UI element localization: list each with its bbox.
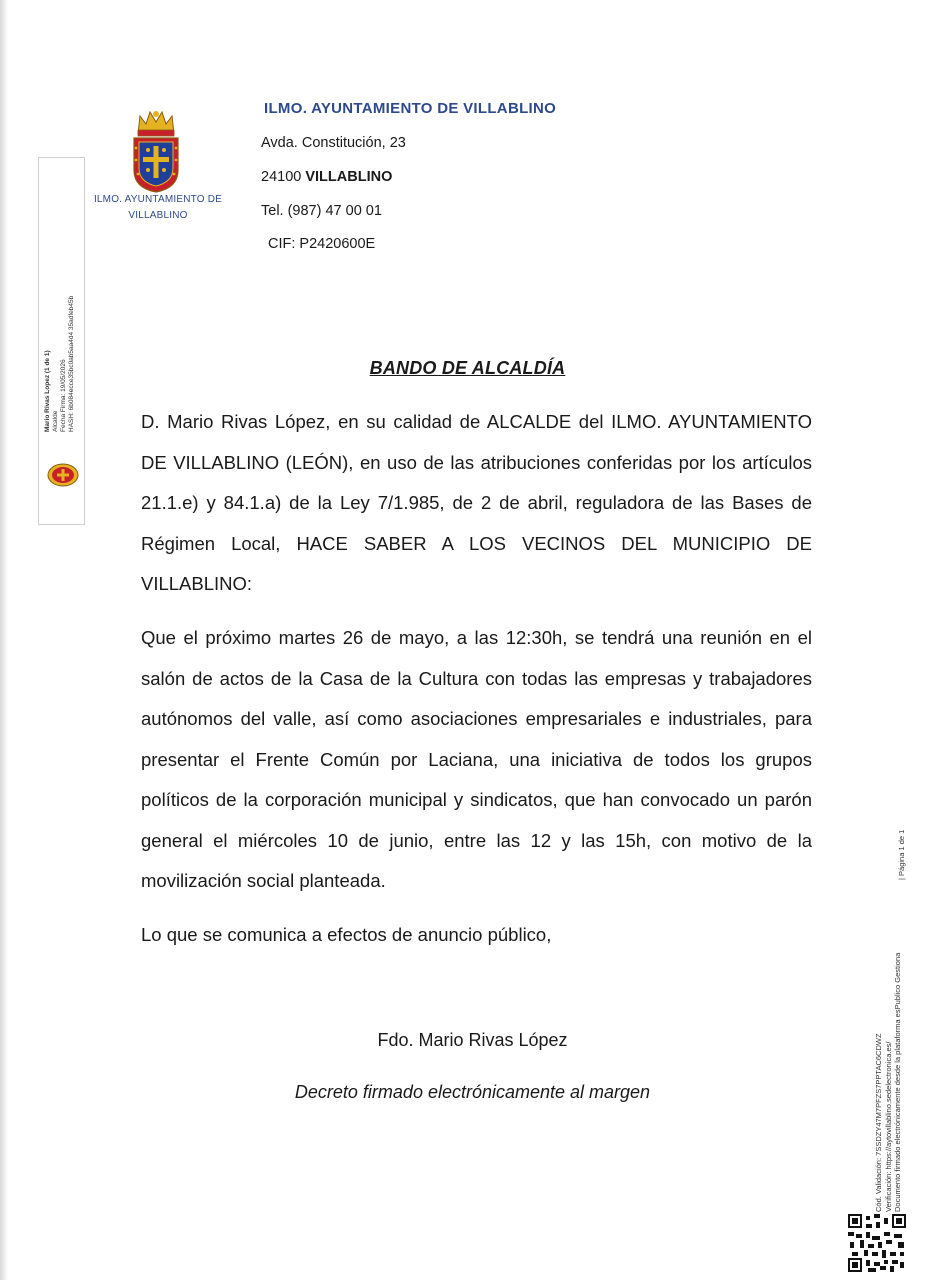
signature-seal-icon: [46, 462, 80, 488]
verification-details: [874, 953, 903, 1212]
qr-code-icon: [848, 1214, 906, 1272]
document-title: BANDO DE ALCALDÍA: [369, 358, 566, 378]
intro-paragraph: D. Mario Rivas López, en su calidad de ALCALDE del ILMO. AYUNTAMIENTO DE VILLABLINO (LEÓN), en uso de las atribuciones conferidas por los artículos 21.1.e) y 84.1.a) de la Ley 7/1.985, de 2 de abril, reguladora de las Bases de Régimen Local, HACE SABER A LOS VECINOS DEL MUNICIPIO DE VILLABLINO:: [141, 411, 812, 594]
platform-note: Documento firmado electrónicamente desde la plataforma esPublico Gestiona: [893, 952, 902, 1212]
announcement-paragraph: Que el próximo martes 26 de mayo, a las 12:30h, se tendrá una reunión en el salón de actos de la Casa de la Cultura con todas las empresas y trabajadores autónomos del valle, así como asociaciones empresariales e industriales, para presentar el Frente Común por Laciana, una iniciativa de todos los grupos políticos de la corporación municipal y sindicatos, que han convocado un parón general el miércoles 10 de junio, entre las 12 y las 15h, con motivo de la movilización social planteada.: [141, 627, 812, 891]
decree-note: Decreto firmado electrónicamente al margen: [294, 1082, 651, 1102]
phone-line: Tel. (987) 47 00 01: [261, 203, 382, 219]
signoff: Fdo. Mario Rivas López: [377, 1030, 568, 1050]
closing-paragraph: Lo que se comunica a efectos de anuncio público,: [141, 924, 552, 945]
crest-caption: [88, 192, 228, 224]
page-indicator: | Página 1 de 1: [897, 829, 906, 880]
signer-name: Mario Rivas Lopez (1 de 1): [44, 350, 51, 432]
signer-role: Alcalde: [52, 410, 59, 432]
crest-caption-line1: ILMO. AYUNTAMIENTO DE: [93, 194, 223, 205]
organization-name: ILMO. AYUNTAMIENTO DE VILLABLINO: [264, 100, 557, 117]
postal-code: 24100: [261, 169, 302, 185]
city-name: VILLABLINO: [305, 169, 393, 185]
city-line: [261, 169, 392, 185]
address-line: Avda. Constitución, 23: [261, 135, 406, 151]
signature-date: Fecha Firma: 19/05/2026: [60, 359, 67, 432]
coat-of-arms-icon: [128, 108, 184, 194]
cif-line: CIF: P2420600E: [268, 236, 376, 252]
validation-code: Cód. Validación: 7SSDZY47M7PFZS7PPTAC6CDWZ: [874, 1033, 883, 1212]
verification-url[interactable]: Verificación: https://aytovillablino.sedelectronica.es/: [883, 1041, 893, 1212]
signature-hash: HASH: 6b084ecce35bc0ab5aa4d4 35adfeb45b: [68, 295, 75, 432]
crest-caption-line2: VILLABLINO: [128, 210, 188, 221]
